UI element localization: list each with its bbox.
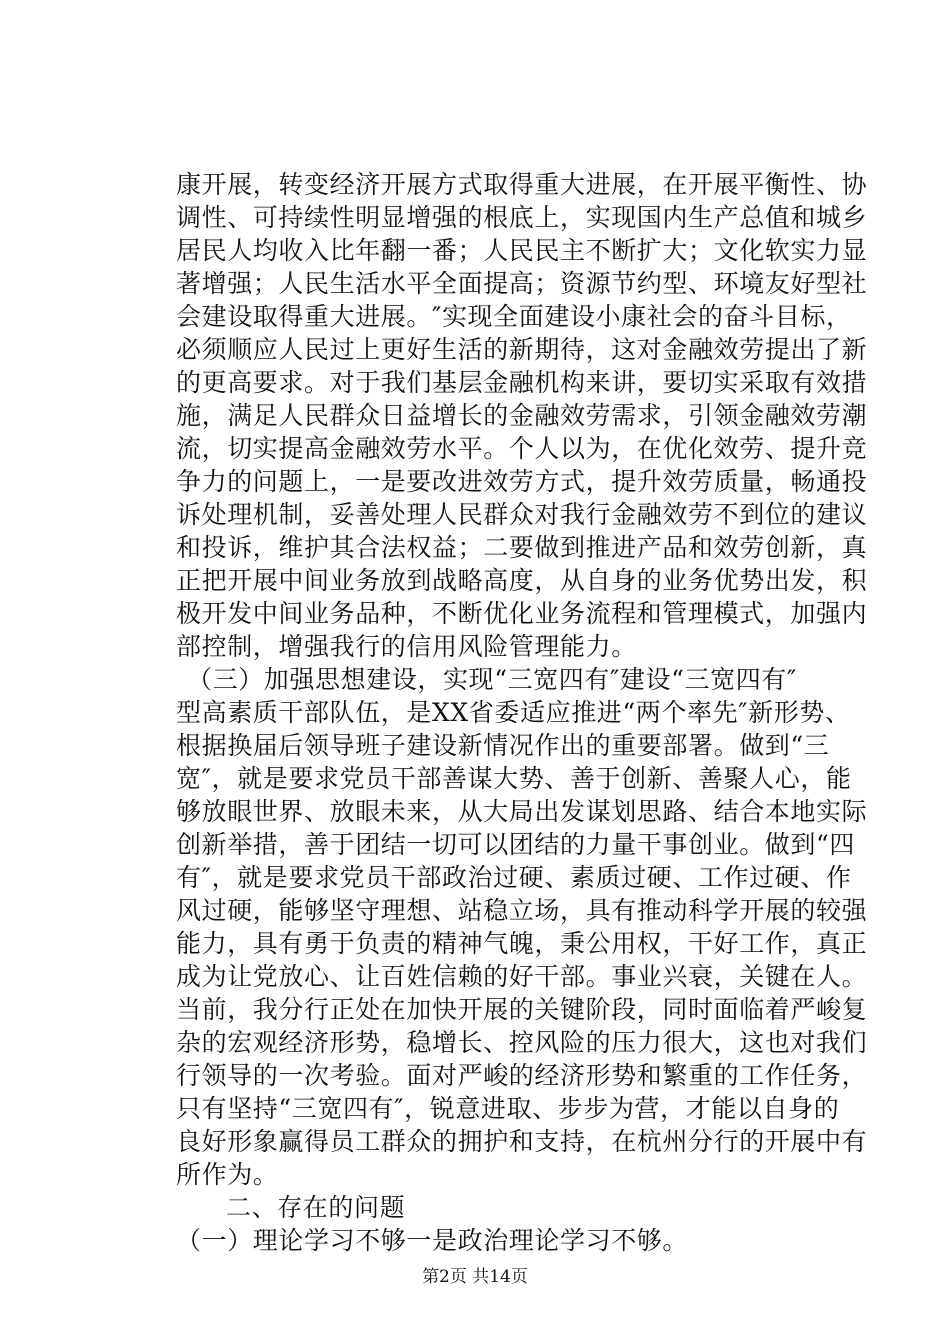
text-line: 必须顺应人民过上更好生活的新期待，这对金融效劳提出了新 bbox=[176, 335, 868, 364]
text-line: 诉处理机制，妥善处理人民群众对我行金融效劳不到位的建议 bbox=[176, 500, 868, 529]
text-line: 极开发中间业务品种，不断优化业务流程和管理模式，加强内 bbox=[176, 599, 868, 628]
text-line: 康开展，转变经济开展方式取得重大进展，在开展平衡性、协 bbox=[176, 170, 868, 199]
text-line: 行领导的一次考验。面对严峻的经济形势和繁重的工作任务， bbox=[176, 1061, 868, 1090]
text-line: 只有坚持“三宽四有″，锐意进取、步步为营，才能以自身的 bbox=[176, 1094, 840, 1123]
text-line: 部控制，增强我行的信用风险管理能力。 bbox=[176, 632, 637, 661]
text-line: 有″，就是要求党员干部政治过硬、素质过硬、工作过硬、作 bbox=[176, 863, 852, 892]
text-line: 会建设取得重大进展。″实现全面建设小康社会的奋斗目标， bbox=[176, 302, 852, 331]
text-line: 流，切实提高金融效劳水平。个人以为，在优化效劳、提升竞 bbox=[176, 434, 868, 463]
text-line: 能力，具有勇于负责的精神气魄，秉公用权，干好工作，真正 bbox=[176, 929, 868, 958]
text-line: 够放眼世界、放眼未来，从大局出发谋划思路、结合本地实际 bbox=[176, 797, 868, 826]
section-heading-2: 二、存在的问题 bbox=[226, 1193, 406, 1222]
text-line: 良好形象赢得员工群众的拥护和支持，在杭州分行的开展中有 bbox=[176, 1127, 868, 1156]
text-line: 当前，我分行正处在加快开展的关键阶段，同时面临着严峻复 bbox=[176, 995, 868, 1024]
section-heading-3: （三）加强思想建设，实现“三宽四有″建设“三宽四有″ bbox=[187, 665, 797, 694]
text-line: 的更高要求。对于我们基层金融机构来讲，要切实采取有效措 bbox=[176, 368, 868, 397]
text-line: 型高素质干部队伍，是XX省委适应推进“两个率先″新形势、 bbox=[176, 698, 851, 727]
text-line: 居民人均收入比年翻一番；人民民主不断扩大；文化软实力显 bbox=[176, 236, 868, 265]
text-line: 正把开展中间业务放到战略高度，从自身的业务优势出发，积 bbox=[176, 566, 868, 595]
text-line: 宽″，就是要求党员干部善谋大势、善于创新、善聚人心，能 bbox=[176, 764, 852, 793]
text-line: 所作为。 bbox=[176, 1160, 279, 1189]
text-line: 著增强；人民生活水平全面提高；资源节约型、环境友好型社 bbox=[176, 269, 868, 298]
text-line: 争力的问题上，一是要改进效劳方式，提升效劳质量，畅通投 bbox=[176, 467, 868, 496]
text-line: 成为让党放心、让百姓信赖的好干部。事业兴衰，关键在人。 bbox=[176, 962, 868, 991]
page-footer: 第2页 共14页 bbox=[422, 1267, 528, 1287]
text-line: 调性、可持续性明显增强的根底上，实现国内生产总值和城乡 bbox=[176, 203, 868, 232]
text-line: 施，满足人民群众日益增长的金融效劳需求，引领金融效劳潮 bbox=[176, 401, 868, 430]
text-line: 杂的宏观经济形势，稳增长、控风险的压力很大，这也对我们 bbox=[176, 1028, 868, 1057]
subsection-heading-1: （一）理论学习不够一是政治理论学习不够。 bbox=[176, 1226, 689, 1255]
text-line: 风过硬，能够坚守理想、站稳立场，具有推动科学开展的较强 bbox=[176, 896, 868, 925]
text-line: 根据换届后领导班子建设新情况作出的重要部署。做到“三 bbox=[176, 731, 830, 760]
text-line: 创新举措，善于团结一切可以团结的力量干事创业。做到“四 bbox=[176, 830, 855, 859]
text-line: 和投诉，维护其合法权益；二要做到推进产品和效劳创新，真 bbox=[176, 533, 868, 562]
